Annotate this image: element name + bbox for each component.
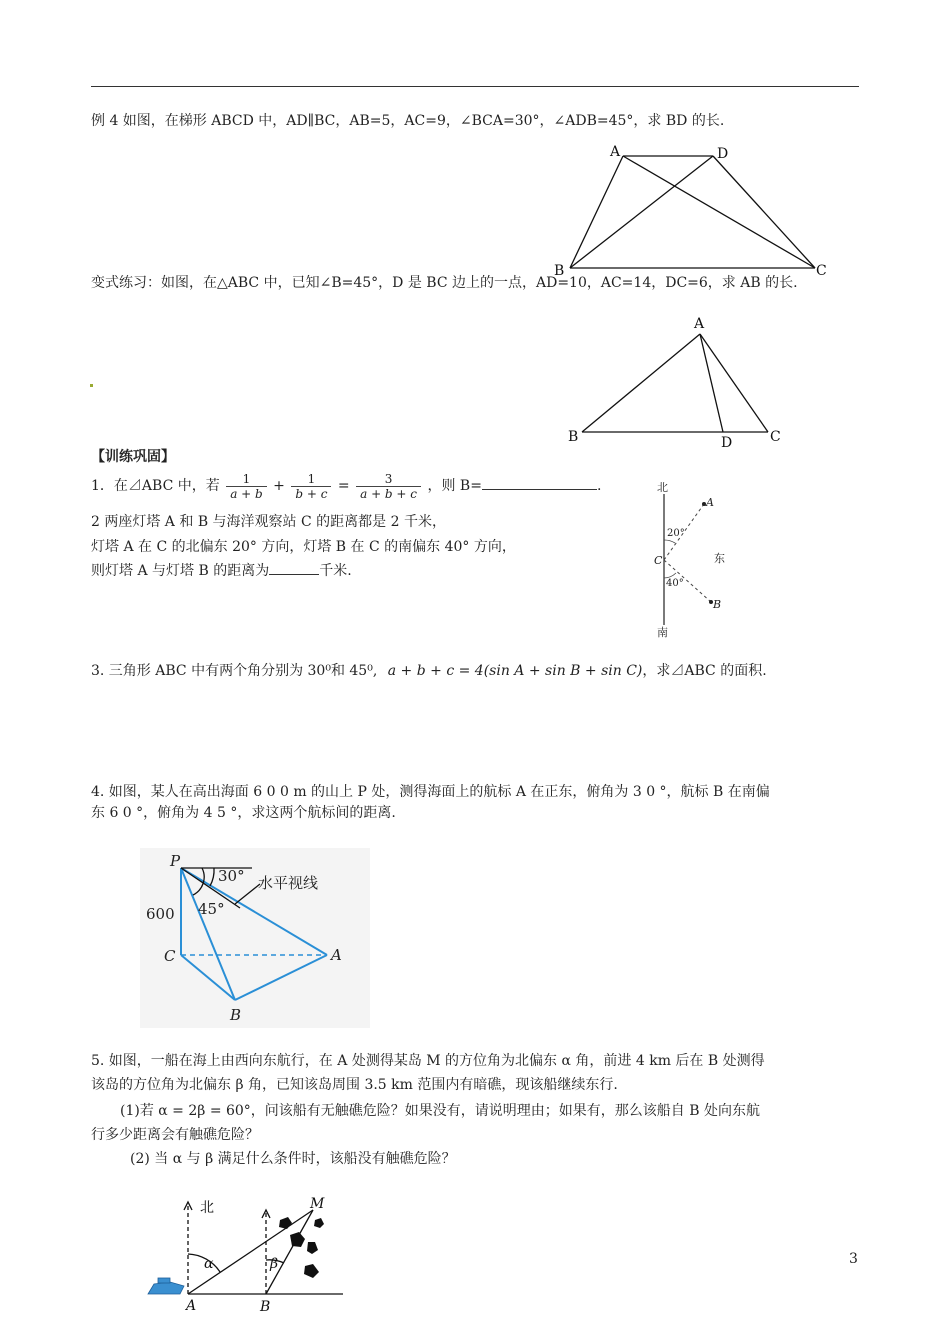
compass-label-b: B <box>713 598 722 611</box>
compass-label-c: C <box>654 554 663 567</box>
q5-line-2: 该岛的方位角为北偏东 β 角，已知该岛周围 3.5 km 范围内有暗礁，现该船继续东行. <box>91 1077 618 1093</box>
q1-fraction-1: $\frac{1}{a + b}$ <box>226 472 267 501</box>
compass-east: 东 <box>714 552 725 565</box>
ship-alpha: α <box>204 1256 214 1272</box>
q2-line-1: 2 两座灯塔 A 和 B 与海洋观察站 C 的距离都是 2 千米， <box>91 514 446 530</box>
trap-label-d: D <box>717 146 729 162</box>
q5-sub1-line-2: 行多少距离会有触礁危险？ <box>91 1127 259 1143</box>
mountain-figure <box>140 848 370 1028</box>
mount-label-a: A <box>331 946 342 964</box>
ship-beta: β <box>270 1256 279 1272</box>
section-title: 【训练巩固】 <box>91 449 175 465</box>
triangle-figure <box>565 312 795 452</box>
q1-end: . <box>596 478 602 494</box>
compass-angle-20: 20° <box>667 528 685 539</box>
trapezoid-figure <box>554 138 840 279</box>
q1-plus: + <box>273 478 285 494</box>
mount-sight-label: 水平视线 <box>258 874 319 892</box>
compass-angle-40: 40° <box>666 578 684 589</box>
ship-label-b: B <box>260 1299 271 1315</box>
trap-label-c: C <box>816 263 827 279</box>
q1-suffix: ，则 B= <box>427 478 482 494</box>
mount-label-p: P <box>170 852 181 870</box>
q5-sub1-line-1: (1)若 α = 2β = 60°，问该船有无触礁危险？如果没有，请说明理由；如果有，那么该船自 B 处向东航 <box>120 1103 760 1119</box>
q1-equals: = <box>337 478 350 494</box>
compass-label-a: A <box>706 496 714 509</box>
q2-line-3: 则灯塔 A 与灯塔 B 的距离为 千米. <box>91 560 352 582</box>
q1-fraction-3: $\frac{3}{a + b + c}$ <box>356 472 421 501</box>
q1-answer-blank <box>482 475 597 490</box>
stray-dot <box>90 384 93 387</box>
compass-figure <box>640 478 750 643</box>
compass-north: 北 <box>657 481 668 494</box>
tri-label-a: A <box>694 316 705 332</box>
q1-fraction-2: $\frac{1}{b + c}$ <box>291 472 331 501</box>
trap-label-b: B <box>554 263 565 279</box>
mount-height: 600 <box>146 905 175 923</box>
mount-label-b: B <box>230 1006 242 1024</box>
q1-prefix: 1．在⊿ABC 中，若 <box>91 478 220 494</box>
header-rule <box>91 86 859 87</box>
compass-south: 南 <box>657 626 668 639</box>
q4-line-2: 东 6 0 °，俯角为 4 5 °，求这两个航标间的距离. <box>91 805 396 821</box>
tri-label-b: B <box>568 429 579 445</box>
q5-line-1: 5. 如图，一船在海上由西向东航行，在 A 处测得某岛 M 的方位角为北偏东 α 角，前进 4 km 后在 B 处测得 <box>91 1053 765 1069</box>
tri-label-d: D <box>721 435 733 451</box>
ship-label-m: M <box>310 1196 325 1212</box>
example-4-text: 例 4 如图，在梯形 ABCD 中，AD∥BC，AB=5，AC=9，∠BCA=30°，∠ADB=45°，求 BD 的长. <box>91 113 725 129</box>
q4-line-1: 4. 如图，某人在高出海面 6 0 0 m 的山上 P 处，测得海面上的航标 A 在正东，俯角为 3 0 °，航标 B 在南偏 <box>91 784 770 800</box>
question-3: 3. 三角形 ABC 中有两个角分别为 30⁰和 45⁰, a + b + c = 4(sin A + sin B + sin C)，求⊿ABC 的面积. <box>91 663 767 679</box>
ship-figure <box>140 1190 360 1330</box>
q2-answer-blank <box>269 560 319 575</box>
ship-north-label: 北 <box>200 1200 214 1216</box>
mount-label-c: C <box>164 947 176 965</box>
q5-sub2: (2) 当 α 与 β 满足什么条件时，该船没有触礁危险？ <box>130 1151 456 1167</box>
ship-label-a: A <box>186 1298 197 1314</box>
variant-text: 变式练习：如图，在△ABC 中，已知∠B=45°，D 是 BC 边上的一点，AD=10，AC=14，DC=6，求 AB 的长. <box>91 275 798 291</box>
mount-angle-30: 30° <box>218 867 245 885</box>
q2-line-2: 灯塔 A 在 C 的北偏东 20° 方向，灯塔 B 在 C 的南偏东 40° 方向， <box>91 539 516 555</box>
trap-label-a: A <box>610 144 621 160</box>
tri-label-c: C <box>770 429 781 445</box>
question-1 <box>91 466 601 506</box>
page-number: 3 <box>849 1251 858 1267</box>
mount-angle-45: 45° <box>198 900 225 918</box>
q3-formula: a + b + c = 4(sin A + sin B + sin C) <box>387 663 643 679</box>
